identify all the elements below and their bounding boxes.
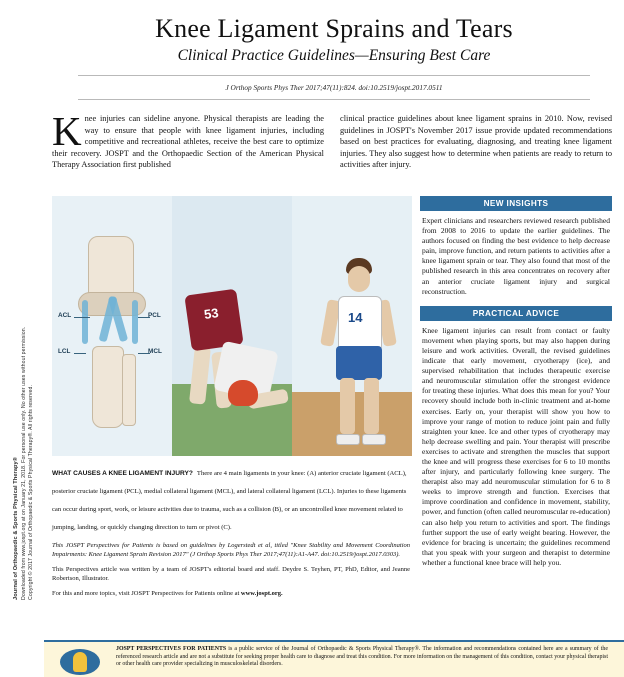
fibula-bone-shape — [122, 354, 136, 426]
practical-advice-heading: PRACTICAL ADVICE — [420, 306, 612, 321]
cause-caption — [52, 462, 410, 534]
intro-column-right — [340, 113, 612, 171]
basketball-shoe-left — [336, 434, 360, 445]
cause-caption-heading: WHAT CAUSES A KNEE LIGAMENT INJURY? — [52, 470, 193, 477]
header-divider-bottom — [78, 99, 590, 100]
basketball-player-head — [348, 266, 370, 292]
authorship-note: This Perspectives article was written by a team of JOSPT's editorial board and staff. Deydre S. Teyhen, PT, PhD, Editor, and Jeanne Robertson, Illustrator. — [52, 566, 410, 582]
citation-line: J Orthop Sports Phys Ther 2017;47(11):824. doi:10.2519/jospt.2017.0511 — [225, 83, 443, 92]
jospt-logo — [60, 647, 104, 677]
acl-label: ACL — [58, 312, 72, 319]
practical-advice-body: Knee ligament injuries can result from contact or faulty movement when playing sports, but may also happen during leisure and work activities. Overall, the revised guidelines indicate that early movement, cryotherapy (ice), and supervised rehabilitation that includes therapeutic exercise and neuromuscular stimulation offer the strongest evidence for treating these injuries. What does this mean for you? Your recovery should include both in-clinic treatment and at-home exercises. Early on, your therapist will show you how to improve your range of motion to reduce joint pain and fully straighten your knee. Ice and other types of cryotherapy may help decrease swelling and pain. Your therapist will prescribe exercises to activate and strengthen the muscles that support the knee and will progress these exercises for 6 to 10 months after injury, and particularly following knee surgery. The therapist also may add neuromuscular stimulation for 6 to 8 weeks to improve strength and function. Exercises that improve coordination and confidence in movement, stability, power, and function (often called neuromuscular re-education) can also help you return to activities and sport. The findings further support the use of early weight bearing. However, the evidence for bracing is uncertain; the guidelines recommend that you speak with your surgeon and therapist to determine whether a functional knee brace will help you. — [422, 325, 610, 567]
basketball-player-leg-left — [340, 378, 355, 434]
new-insights-body: Expert clinicians and researchers reviewed research published from 2008 to 2016 to update the earlier guidelines. The authors focused on finding the best evidence to help decrease pain, improve function, and return patients to activities after a knee ligament sprain or tear. They also found that most of the published research in this area concentrates on recovery after an anterior cruciate ligament injury and surgical reconstruction. — [422, 216, 610, 296]
mcl-ligament-shape — [132, 300, 138, 344]
intro-column-left — [52, 108, 324, 171]
tibia-bone-shape — [92, 346, 124, 428]
sidebar-gap — [420, 297, 612, 306]
basketball-player-shorts — [336, 346, 382, 380]
footer-disclaimer-bar — [44, 640, 624, 677]
footer-text — [116, 646, 608, 669]
intro-text-left: nee injuries can sideline anyone. Physical therapists are leading the way to ensure that people with knee ligament injuries, including competitive and recreational athletes, receive the best care to optimize their recovery. JOSPT and the Orthopaedic Section of the American Physical Therapy Association first published — [52, 114, 324, 170]
source-note: This JOSPT Perspectives for Patients is based on guidelines by Logerstedt et al, titled "Knee Stability and Movement Coordination Impairments: Knee Ligament Sprain Revision 2017" (J Orthop Sports Phys Ther 2017;47(11):A1-A47. doi:10.2519/jospt.2017.0303). — [52, 542, 410, 558]
footer-body-text: is a public service of the Journal of Orthopaedic & Sports Physical Therapy®. The information and recommendations contained here are a summary of the referenced research article and are not a substitute for seeking proper health care to diagnose and treat this condition. For more information on the management of this condition, contact your physical therapist or other health care provider specializing in musculoskeletal disorders. — [116, 646, 608, 668]
basketball-player-leg-right — [364, 378, 379, 434]
cause-caption-body: There are 4 main ligaments in your knee: (A) anterior cruciate ligament (ACL), posterior cruciate ligament (PCL), medial collateral ligament (MCL), and lateral collateral ligament (LCL). Injuries to these ligaments can occur during sport, work, or leisure activities due to trauma, such as a collision (B), or an uncontrolled knee movement related to jumping, landing, or quickly changing direction to turn or pivot (C). — [52, 470, 407, 531]
mcl-label: MCL — [148, 348, 162, 355]
basketball-jersey-number: 14 — [348, 310, 363, 325]
rail-journal-name: Journal of Orthopaedic & Sports Physical Therapy® — [13, 457, 19, 600]
football-jersey-number: 53 — [203, 305, 220, 322]
page-title: Knee Ligament Sprains and Tears — [155, 14, 513, 43]
lcl-ligament-shape — [82, 300, 88, 344]
intro-text-right: clinical practice guidelines about knee ligament sprains in 2010. Now, revised guidelines in JOSPT's November 2017 issue provide updated recommendations based on best practices for evaluating, diagnosing, and treating knee ligament injuries. They also suggest how to determine when patients are ready to return to activities after injury. — [340, 114, 612, 170]
rail-copyright: Copyright © 2017 Journal of Orthopaedic & Sports Physical Therapy®. All rights reserved. — [28, 384, 34, 600]
new-insights-heading: NEW INSIGHTS — [420, 196, 612, 211]
intro-section — [52, 108, 612, 171]
pcl-label: PCL — [148, 312, 161, 319]
caption-and-notes — [52, 462, 410, 599]
footer-lead-label: JOSPT PERSPECTIVES FOR PATIENTS — [116, 646, 227, 652]
more-topics-note — [52, 590, 410, 599]
rail-download-note: Downloaded from www.jospt.org at on January 21, 2018. For personal use only. No other uses without permission. — [21, 326, 27, 600]
logo-figure-shape — [73, 652, 87, 672]
football-helmet-shape — [228, 380, 258, 406]
jospt-website-link[interactable]: www.jospt.org. — [240, 590, 283, 598]
sidebar-boxes — [420, 196, 612, 568]
femur-bone-shape — [88, 236, 134, 300]
acl-leader-line — [74, 317, 90, 318]
page-subtitle: Clinical Practice Guidelines—Ensuring Best Care — [177, 47, 491, 64]
lcl-label: LCL — [58, 348, 71, 355]
header-divider-top — [78, 75, 590, 76]
journal-rights-rail — [0, 0, 44, 675]
anatomy-and-injury-illustration — [52, 196, 412, 456]
more-topics-text: For this and more topics, visit JOSPT Perspectives for Patients online at — [52, 590, 241, 598]
drop-cap: K — [52, 108, 82, 154]
lcl-leader-line — [74, 353, 86, 354]
basketball-shoe-right — [362, 434, 386, 445]
article-header — [44, 0, 624, 100]
